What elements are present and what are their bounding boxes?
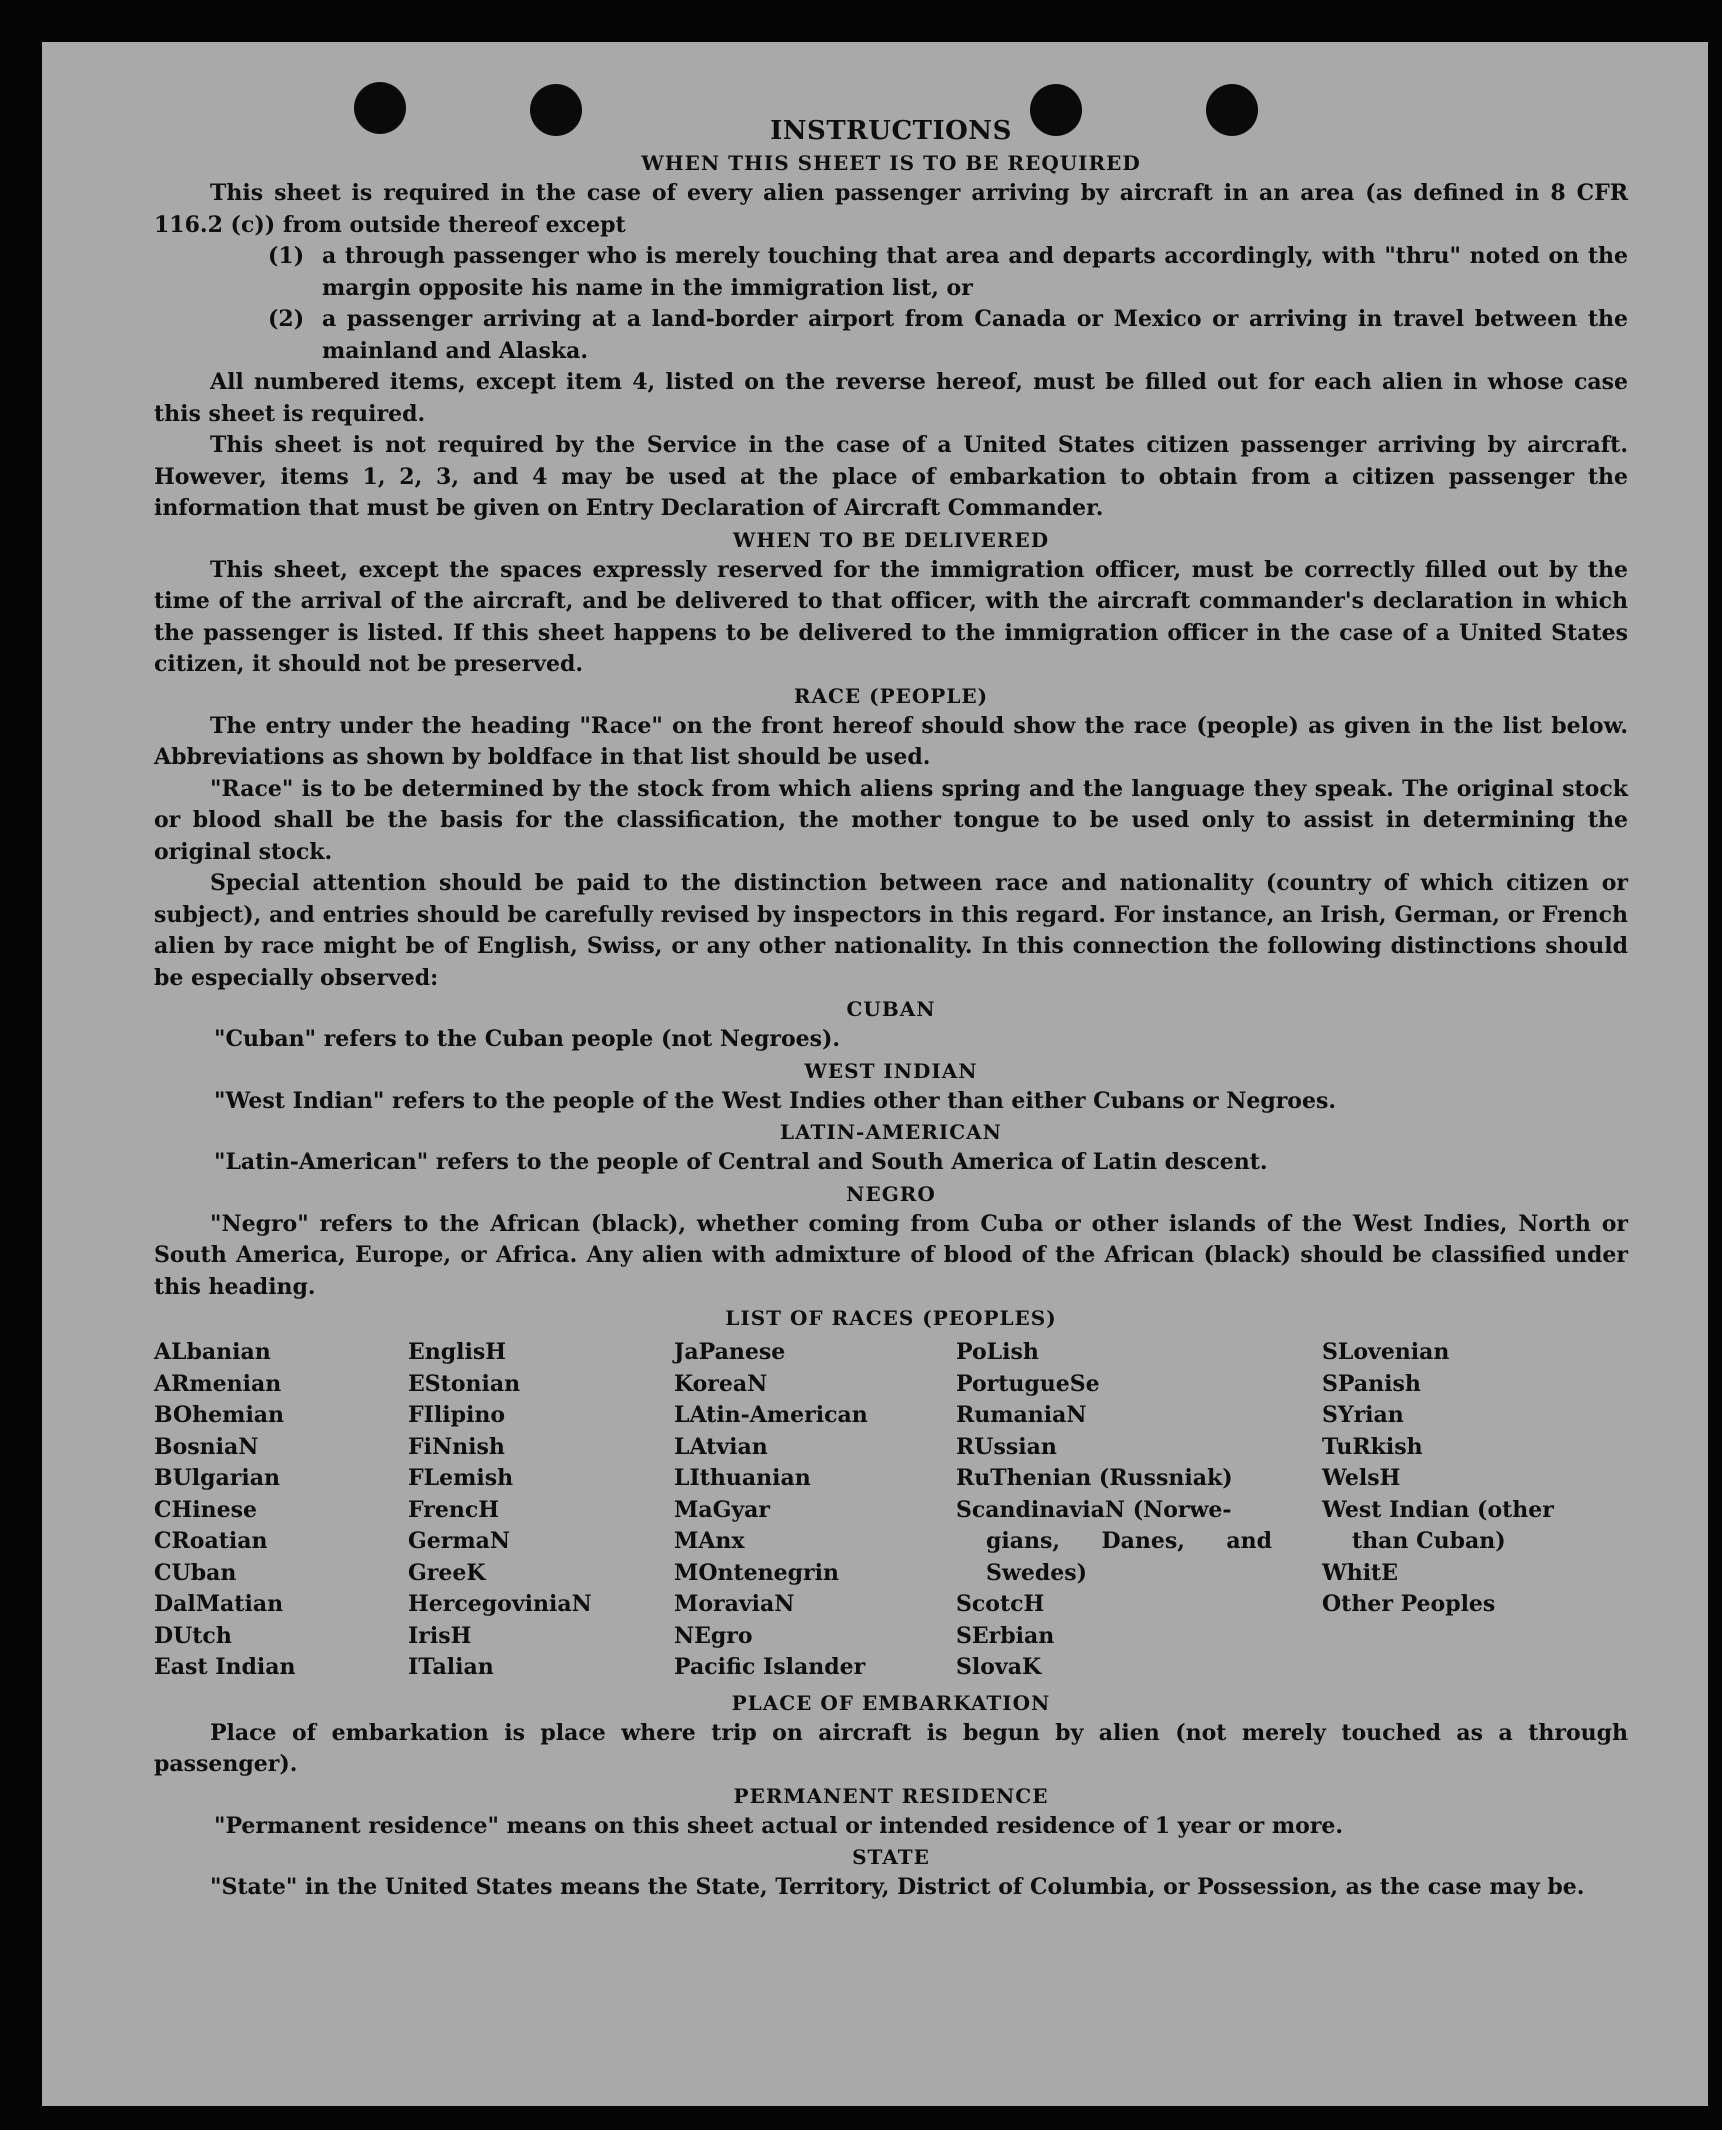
race-list	[154, 1337, 1628, 1684]
race-item-continuation: than Cuban)	[1352, 1528, 1506, 1554]
race-item: NEgro	[674, 1622, 753, 1649]
race-item: LIthuanian	[674, 1465, 811, 1491]
race-item: TuRkish	[1322, 1433, 1423, 1460]
race-item: SErbian	[956, 1622, 1055, 1649]
race-item: RuThenian (Russniak)	[956, 1465, 1233, 1491]
section-heading-latin-american: LATIN-AMERICAN	[780, 1120, 1002, 1144]
section-heading-race: RACE (PEOPLE)	[793, 683, 989, 708]
race-item: PortugueSe	[956, 1370, 1100, 1397]
race-item: FrencH	[408, 1496, 499, 1523]
section-heading-west-indian: WEST INDIAN	[804, 1058, 978, 1083]
race-item: RUssian	[956, 1433, 1057, 1460]
section-heading-list-of-races: LIST OF RACES (PEOPLES)	[725, 1306, 1057, 1330]
section-heading-required: WHEN THIS SHEET IS TO BE REQUIRED	[641, 151, 1141, 175]
race-item: IrisH	[408, 1622, 472, 1649]
race-item: CHinese	[154, 1496, 258, 1523]
section-heading-negro: NEGRO	[846, 1181, 936, 1206]
race-item: FiNnish	[408, 1433, 505, 1460]
race-item: BosniaN	[154, 1433, 259, 1460]
race-item: WhitE	[1322, 1559, 1398, 1586]
document-body	[154, 114, 1628, 1904]
race-column	[154, 1337, 408, 1684]
race-item: DalMatian	[154, 1591, 284, 1617]
race-item: SLovenian	[1322, 1339, 1450, 1365]
race-item: EnglisH	[408, 1339, 507, 1365]
race-item: MAnx	[674, 1528, 745, 1554]
document-sheet	[42, 42, 1708, 2106]
race-item: ScotcH	[956, 1591, 1045, 1617]
race-item: SPanish	[1322, 1370, 1421, 1397]
document-title: INSTRUCTIONS	[770, 116, 1012, 146]
paragraph: The entry under the heading "Race" on the front hereof should show the race (people) as given in the list below. Abbreviations as shown by boldface in that list should be used.	[154, 712, 1628, 770]
race-item: SYrian	[1322, 1402, 1404, 1428]
definition: Place of embarkation is place where trip on aircraft is begun by alien (not merely touched as a through passenger).	[154, 1719, 1628, 1777]
race-item: BUlgarian	[154, 1465, 280, 1491]
race-item: WelsH	[1322, 1465, 1401, 1491]
definition: "State" in the United States means the State, Territory, District of Columbia, or Possession, as the case may be.	[210, 1874, 1585, 1900]
definition: "Cuban" refers to the Cuban people (not Negroes).	[214, 1026, 841, 1052]
race-item: MaGyar	[674, 1496, 771, 1523]
race-item: CUban	[154, 1559, 237, 1586]
race-item-continuation: gians, Danes, and	[986, 1528, 1272, 1554]
race-item: PoLish	[956, 1339, 1039, 1365]
race-column	[674, 1337, 956, 1684]
paragraph: This sheet is required in the case of every alien passenger arriving by aircraft in an area (as defined in 8 CFR 116.2 (c)) from outside thereof except	[154, 180, 1628, 238]
paragraph: "Race" is to be determined by the stock from which aliens spring and the language they speak. The original stock or blood shall be the basis for the classification, the mother tongue to be used only to assist in determining the original stock.	[154, 775, 1628, 865]
race-item: SlovaK	[956, 1654, 1042, 1680]
race-item: GreeK	[408, 1559, 486, 1586]
race-item: JaPanese	[674, 1339, 786, 1365]
race-item: MoraviaN	[674, 1591, 795, 1617]
race-column	[408, 1337, 674, 1684]
race-item: DUtch	[154, 1622, 232, 1649]
section-heading-embarkation: PLACE OF EMBARKATION	[731, 1690, 1051, 1715]
race-item: ITalian	[408, 1654, 494, 1680]
race-item: EStonian	[408, 1370, 521, 1397]
race-item: BOhemian	[154, 1402, 285, 1428]
definition: "Negro" refers to the African (black), whether coming from Cuba or other islands of the West Indies, North or South America, Europe, or Africa. Any alien with admixture of blood of the African (black) should be classified under this heading.	[154, 1210, 1628, 1300]
race-column	[1322, 1337, 1582, 1684]
numbered-item: (2) a passenger arriving at a land-border airport from Canada or Mexico or arriving in travel between the mainland and Alaska.	[268, 306, 1628, 364]
paragraph: Special attention should be paid to the distinction between race and nationality (country of which citizen or subject), and entries should be carefully revised by inspectors in this regard. For instance, an Irish, German, or French alien by race might be of English, Swiss, or any other nationality. In this connection the following distinctions should be especially observed:	[154, 870, 1628, 991]
paragraph: This sheet is not required by the Service in the case of a United States citizen passenger arriving by aircraft. However, items 1, 2, 3, and 4 may be used at the place of embarkation to obtain from a citizen passenger the information that must be given on Entry Declaration of Aircraft Commander.	[154, 432, 1628, 521]
race-item: RumaniaN	[956, 1402, 1087, 1428]
race-item: ARmenian	[154, 1370, 282, 1397]
paragraph: This sheet, except the spaces expressly reserved for the immigration officer, must be correctly filled out by the time of the arrival of the aircraft, and be delivered to that officer, with the aircraft commander's declaration in which the passenger is listed. If this sheet happens to be delivered to the immigration officer in the case of a United States citizen, it should not be preserved.	[154, 556, 1628, 677]
section-heading-cuban: CUBAN	[846, 997, 936, 1021]
section-heading-delivered: WHEN TO BE DELIVERED	[732, 527, 1050, 552]
race-item: HercegoviniaN	[408, 1591, 592, 1617]
race-item: Pacific Islander	[674, 1654, 866, 1680]
definition: "West Indian" refers to the people of the West Indies other than either Cubans or Negroes.	[214, 1087, 1337, 1114]
race-item: West Indian (other	[1322, 1496, 1554, 1523]
race-item: LAtvian	[674, 1433, 768, 1460]
race-item: KoreaN	[674, 1370, 768, 1397]
section-heading-state: STATE	[852, 1845, 930, 1869]
race-item: Other Peoples	[1322, 1591, 1496, 1617]
race-item: GermaN	[408, 1528, 511, 1554]
race-item-continuation: Swedes)	[986, 1559, 1087, 1586]
race-item: FLemish	[408, 1465, 514, 1491]
race-item: LAtin-American	[674, 1402, 868, 1428]
race-item: FIlipino	[408, 1402, 506, 1428]
race-item: MOntenegrin	[674, 1559, 839, 1586]
definition: "Permanent residence" means on this sheet actual or intended residence of 1 year or more.	[214, 1812, 1344, 1839]
race-item: ScandinaviaN (Norwe-	[956, 1496, 1232, 1523]
section-heading-residence: PERMANENT RESIDENCE	[733, 1783, 1049, 1808]
race-item: CRoatian	[154, 1528, 268, 1554]
race-column	[956, 1337, 1322, 1684]
race-item: ALbanian	[154, 1339, 271, 1365]
definition: "Latin-American" refers to the people of Central and South America of Latin descent.	[214, 1149, 1268, 1175]
paragraph: All numbered items, except item 4, listed on the reverse hereof, must be filled out for each alien in whose case this sheet is required.	[154, 369, 1628, 427]
race-item: East Indian	[154, 1654, 296, 1680]
numbered-item: (1) a through passenger who is merely touching that area and departs accordingly, with "thru" noted on the margin opposite his name in the immigration list, or	[268, 243, 1628, 301]
